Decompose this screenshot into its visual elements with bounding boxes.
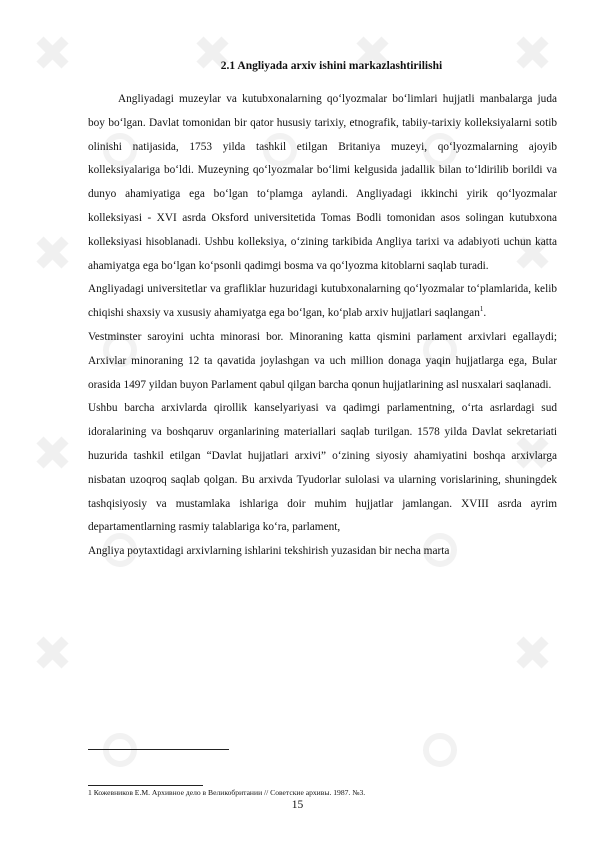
section-heading: 2.1 Angliyada arxiv ishini markazlashtirilishi [220,60,443,72]
paragraph-3: Vestminster saroyini uchta minorasi bor. Minoraning katta qismini parlament arxivlari egallaydi; Arxivlar minoraning 12 ta qavatida joylashgan va uch million donaga yaqin hujjatlarga ega, Bular orasida 1497 yildan buyon Parlament qabul qilgan barcha qonun hujjatlarining asl nusxalari saqlanadi. [88,330,557,391]
text-separator-rule [88,749,229,750]
footnote-reference: 1 [479,305,484,314]
document-body [88,58,557,564]
paragraph-2 [88,278,557,326]
footnote-text: 1 Кожевников Е.М. Архивное дело в Великобритании // Советские архивы. 1987. №3. [88,788,366,797]
footnote-reference-trail: . [483,307,487,320]
page-number: 15 [291,799,304,811]
footnote-separator-rule [88,785,203,786]
paragraph-4: Ushbu barcha arxivlarda qirollik kanselyariyasi va qadimgi parlamentning, o‘rta asrlardagi sud idoralarining va boshqaruv organlarining materiallari saqlab turilgan. 1578 yilda Davlat sekretariati huzurida tashkil etilgan “Davlat hujjatlari arxivi” o‘zining siyosiy ahamiyatini boshqa arxivlarga nisbatan uzoqroq saqlab qolgan. Bu arxivda Tyudorlar sulolasi va ularning vorislarining, shuningdek tashqisiyosiy va mustamlaka ishlariga doir muhim hujjatlar jamlangan. XVIII asrda ayrim departamentlarning rasmiy talablariga ko‘ra, parlament, [88,402,557,534]
paragraph-2-text: Angliyadagi universitetlar va grafliklar huzuridagi kutubxonalarning qo‘lyozmalar to‘plamlarida, kelib chiqishi shaxsiy va xususiy ahamiyatga ega bo‘lgan, ko‘plab arxiv hujjatlari saqlangan [88,283,557,320]
paragraph-5: Angliya poytaxtidagi arxivlarning ishlarini tekshirish yuzasidan bir necha marta [88,545,450,558]
paragraph-1: Angliyadagi muzeylar va kutubxonalarning qo‘lyozmalar bo‘limlari hujjatli manbalarga juda boy bo‘lgan. Davlat tomonidan bir qator hususiy tarixiy, etnografik, tabiiy-tarixiy kolleksiyalarni sotib olinishi natijasida, 1753 yilda tashkil etilgan Britaniya muzeyi, qo‘lyozmalarning ajoyib kolleksiyalariga bo‘ldi. Muzeyning qo‘lyozmalar bo‘limi kelgusida jadallik bilan to‘ldirilib borildi va dunyo ahamiyatiga ega bo‘lgan to‘plamga aylandi. Angliyadagi ikkinchi yirik qo‘lyozmalar kolleksiyasi - XVI asrda Oksford universitetida Tomas Bodli tomonidan asos solingan kutubxona kolleksiyasi hisoblanadi. Ushbu kolleksiya, o‘zining tarkibida Angliya tarixi va adabiyoti uchun katta ahamiyatga ega bo‘lgan ko‘psonli qadimgi bosma va qo‘lyozma kitoblarni saqlab turadi. [88,93,557,272]
